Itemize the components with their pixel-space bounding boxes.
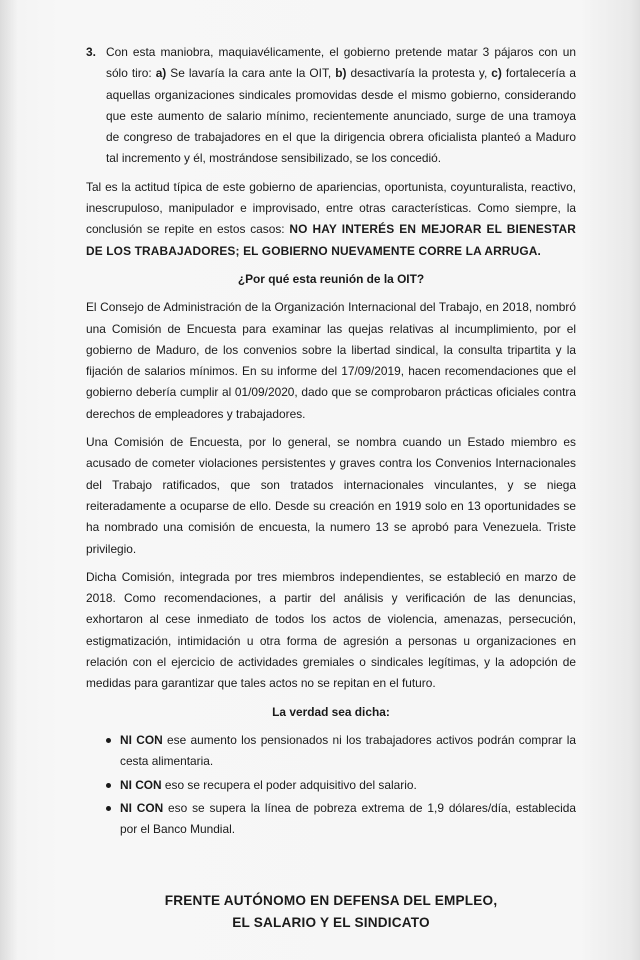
item-text-3: desactivaría la protesta y, <box>346 66 492 81</box>
footer-line-2: EL SALARIO Y EL SINDICATO <box>232 915 430 930</box>
item-marker-b: b) <box>335 66 347 81</box>
attitude-text: Tal es la actitud típica de este gobierno de apariencias, oportunista, coyunturalista, reactivo, inescrupuloso, manipulador e improvisado, entre otras características. Como siempre, la conclusión se repite en estos casos: <box>86 179 576 237</box>
paragraph-comision: Una Comisión de Encuesta, por lo general, se nombra cuando un Estado miembro es acusado de cometer violaciones persistentes y graves contra los Convenios Internacionales del Trabajo ratificados, que son tratados internacionales vinculantes, y se niega reiteradamente a ocuparse de ello. Desde su creación en 1919 solo en 13 oportunidades se ha nombrado una comisión de encuesta, la numero 13 se aprobó para Venezuela. Triste privilegio. <box>86 435 576 556</box>
bullet-item <box>86 798 576 841</box>
bullet-lead: NI CON <box>120 732 163 747</box>
item-marker-c: c) <box>491 66 502 81</box>
document-body <box>86 42 576 842</box>
item-marker-a: a) <box>155 66 167 81</box>
section-heading-verdad: La verdad sea dicha: <box>272 704 390 719</box>
item-text-2: Se lavaría la cara ante la OIT, <box>166 66 336 81</box>
paragraph-dicha: Dicha Comisión, integrada por tres miembros independientes, se estableció en marzo de 2018. Como recomendaciones, a partir del análisis y verificación de las denuncias, exhortaron al cese inmediato de todos los actos de violencia, amenazas, persecución, estigmatización, intimidación u otra forma de agresión a personas u organizaciones en relación con el ejercicio de actividades gremiales o sindicales legítimas, y la adopción de medidas para garantizar que tales actos no se repitan en el futuro. <box>86 569 576 691</box>
bullet-item <box>86 730 576 773</box>
bullet-list <box>86 730 576 840</box>
bullet-lead: NI CON <box>120 777 162 792</box>
signature-footer <box>86 890 576 934</box>
footer-line-1: FRENTE AUTÓNOMO EN DEFENSA DEL EMPLEO, <box>164 893 498 908</box>
bullet-icon <box>106 806 111 811</box>
bullet-text: ese aumento los pensionados ni los trabajadores activos podrán comprar la cesta alimentaria. <box>120 732 577 769</box>
section-heading-oit: ¿Por qué esta reunión de la OIT? <box>237 271 425 286</box>
item-number: 3. <box>86 45 96 59</box>
item-text-4: fortalecería a aquellas organizaciones sindicales promovidas desde el mismo gobierno, considerando que este aumento de salario mínimo, recientemente anunciado, surge de una tramoya de congreso de trabajadores en el que la dirigencia obrera oficialista planteó a Maduro tal incremento y él, mostrándose sensibilizado, se los concedió. <box>106 66 576 166</box>
bullet-icon <box>106 738 111 743</box>
bullet-icon <box>106 783 111 788</box>
numbered-item-3 <box>86 42 576 170</box>
bullet-text: eso se supera la línea de pobreza extrema de 1,9 dólares/día, establecida por el Banco Mundial. <box>120 800 576 837</box>
paragraph-consejo: El Consejo de Administración de la Organización Internacional del Trabajo, en 2018, nombró una Comisión de Encuesta para examinar las quejas relativas al incumplimiento, por el gobierno de Maduro, de los convenios sobre la libertad sindical, la consulta tripartita y la fijación de salarios mínimos. En su informe del 17/09/2019, hacen recomendaciones que el gobierno debería cumplir al 01/09/2020, dado que se comprobaron prácticas oficiales contra derechos de empleadores y trabajadores. <box>86 300 576 421</box>
bullet-lead: NI CON <box>120 800 164 815</box>
bullet-text: eso se recupera el poder adquisitivo del salario. <box>161 777 417 792</box>
item-text-1: Con esta maniobra, maquiavélicamente, el gobierno pretende matar 3 pájaros con un sólo tiro: <box>106 45 576 81</box>
paragraph-attitude <box>86 177 576 262</box>
bullet-item <box>86 775 576 796</box>
attitude-conclusion: NO HAY INTERÉS EN MEJORAR EL BIENESTAR DE LOS TRABAJADORES; EL GOBIERNO NUEVAMENTE CORRE LA ARRUGA. <box>86 222 576 258</box>
